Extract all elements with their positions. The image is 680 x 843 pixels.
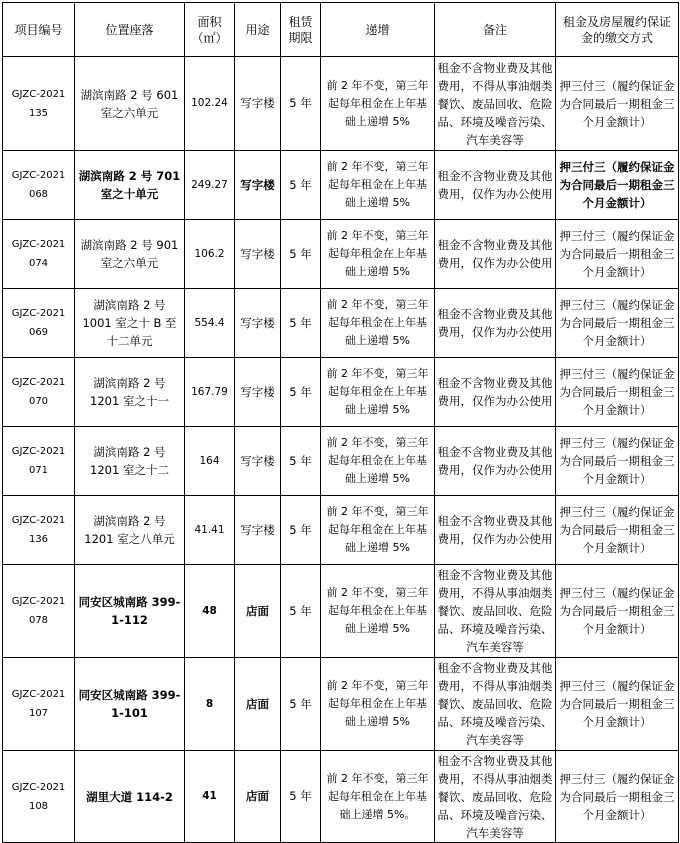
cell-area: 102.24	[185, 57, 235, 151]
cell-note: 租金不含物业费及其他费用，不得从事油烟类餐饮、废品回收、危险品、环境及噪音污染、汽车美容等	[435, 57, 556, 151]
cell-note: 租金不含物业费及其他费用，不得从事油烟类餐饮、废品回收、危险品、环境及噪音污染、汽车美容等	[435, 565, 556, 658]
cell-location: 湖滨南路 2 号 701 室之十单元	[75, 151, 185, 220]
cell-area: 41.41	[185, 496, 235, 565]
cell-term: 5 年	[281, 151, 321, 220]
cell-code: GJZC-2021 068	[3, 151, 75, 220]
cell-area: 554.4	[185, 289, 235, 358]
cell-increase: 前 2 年不变，第三年起每年租金在上年基础上递增 5%	[321, 57, 435, 151]
cell-payment: 押三付三（履约保证金为合同最后一期租金三个月金额计）	[556, 565, 679, 658]
cell-payment: 押三付三（履约保证金为合同最后一期租金三个月金额计）	[556, 658, 679, 751]
cell-code: GJZC-2021 135	[3, 57, 75, 151]
cell-payment: 押三付三（履约保证金为合同最后一期租金三个月金额计）	[556, 151, 679, 220]
cell-usage: 写字楼	[235, 151, 281, 220]
cell-increase: 前 2 年不变，第三年起每年租金在上年基础上递增 5%	[321, 151, 435, 220]
cell-term: 5 年	[281, 658, 321, 751]
table-row	[3, 658, 679, 751]
cell-term: 5 年	[281, 565, 321, 658]
lease-table	[2, 2, 679, 843]
cell-term: 5 年	[281, 496, 321, 565]
cell-increase: 前 2 年不变，第三年起每年租金在上年基础上递增 5%	[321, 658, 435, 751]
cell-location: 同安区城南路 399-1-101	[75, 658, 185, 751]
cell-note: 租金不含物业费及其他费用，仅作为办公使用	[435, 358, 556, 427]
cell-area: 167.79	[185, 358, 235, 427]
cell-code: GJZC-2021 107	[3, 658, 75, 751]
cell-note: 租金不含物业费及其他费用，不得从事油烟类餐饮、废品回收、危险品、环境及噪音污染、汽车美容等	[435, 658, 556, 751]
cell-area: 106.2	[185, 220, 235, 289]
cell-usage: 写字楼	[235, 496, 281, 565]
cell-note: 租金不含物业费及其他费用，仅作为办公使用	[435, 220, 556, 289]
header-increase: 递增	[321, 3, 435, 57]
cell-payment: 押三付三（履约保证金为合同最后一期租金三个月金额计）	[556, 751, 679, 843]
cell-increase: 前 2 年不变，第三年起每年租金在上年基础上递增 5%。	[321, 751, 435, 843]
cell-usage: 店面	[235, 751, 281, 843]
cell-increase: 前 2 年不变，第三年起每年租金在上年基础上递增 5%	[321, 220, 435, 289]
cell-term: 5 年	[281, 358, 321, 427]
cell-increase: 前 2 年不变，第三年起每年租金在上年基础上递增 5%	[321, 496, 435, 565]
cell-location: 湖滨南路 2 号 1201 室之十一	[75, 358, 185, 427]
table-row	[3, 358, 679, 427]
header-location: 位置座落	[75, 3, 185, 57]
cell-code: GJZC-2021 071	[3, 427, 75, 496]
cell-note: 租金不含物业费及其他费用，仅作为办公使用	[435, 427, 556, 496]
cell-payment: 押三付三（履约保证金为合同最后一期租金三个月金额计）	[556, 57, 679, 151]
cell-note: 租金不含物业费及其他费用，仅作为办公使用	[435, 289, 556, 358]
cell-usage: 写字楼	[235, 427, 281, 496]
cell-code: GJZC-2021 136	[3, 496, 75, 565]
cell-note: 租金不含物业费及其他费用，不得从事油烟类餐饮、废品回收、危险品、环境及噪音污染、汽车美容等	[435, 751, 556, 843]
cell-area: 164	[185, 427, 235, 496]
table-row	[3, 57, 679, 151]
cell-usage: 写字楼	[235, 220, 281, 289]
header-note: 备注	[435, 3, 556, 57]
header-area: 面积（㎡）	[185, 3, 235, 57]
table-row	[3, 151, 679, 220]
cell-increase: 前 2 年不变，第三年起每年租金在上年基础上递增 5%	[321, 358, 435, 427]
cell-location: 湖滨南路 2 号 901 室之六单元	[75, 220, 185, 289]
table-row	[3, 565, 679, 658]
header-payment: 租金及房屋履约保证金的缴交方式	[556, 3, 679, 57]
cell-increase: 前 2 年不变，第三年起每年租金在上年基础上递增 5%	[321, 289, 435, 358]
cell-location: 湖滨南路 2 号 601 室之六单元	[75, 57, 185, 151]
cell-note: 租金不含物业费及其他费用，仅作为办公使用	[435, 151, 556, 220]
table-row	[3, 289, 679, 358]
cell-location: 湖滨南路 2 号 1201 室之十二	[75, 427, 185, 496]
cell-code: GJZC-2021 070	[3, 358, 75, 427]
table-row	[3, 751, 679, 843]
cell-term: 5 年	[281, 220, 321, 289]
cell-payment: 押三付三（履约保证金为合同最后一期租金三个月金额计）	[556, 358, 679, 427]
cell-location: 同安区城南路 399-1-112	[75, 565, 185, 658]
cell-area: 41	[185, 751, 235, 843]
cell-usage: 店面	[235, 658, 281, 751]
cell-usage: 写字楼	[235, 57, 281, 151]
cell-payment: 押三付三（履约保证金为合同最后一期租金三个月金额计）	[556, 289, 679, 358]
table-row	[3, 496, 679, 565]
header-code: 项目编号	[3, 3, 75, 57]
cell-increase: 前 2 年不变，第三年起每年租金在上年基础上递增 5%	[321, 565, 435, 658]
cell-location: 湖滨南路 2 号 1001 室之十 B 至十二单元	[75, 289, 185, 358]
cell-area: 48	[185, 565, 235, 658]
cell-code: GJZC-2021 074	[3, 220, 75, 289]
cell-code: GJZC-2021 069	[3, 289, 75, 358]
cell-location: 湖滨南路 2 号 1201 室之八单元	[75, 496, 185, 565]
cell-payment: 押三付三（履约保证金为合同最后一期租金三个月金额计）	[556, 427, 679, 496]
table-row	[3, 220, 679, 289]
table-row	[3, 427, 679, 496]
header-usage: 用途	[235, 3, 281, 57]
cell-area: 8	[185, 658, 235, 751]
cell-location: 湖里大道 114-2	[75, 751, 185, 843]
cell-payment: 押三付三（履约保证金为合同最后一期租金三个月金额计）	[556, 496, 679, 565]
cell-code: GJZC-2021 108	[3, 751, 75, 843]
cell-usage: 写字楼	[235, 289, 281, 358]
header-row	[3, 3, 679, 57]
cell-note: 租金不含物业费及其他费用，仅作为办公使用	[435, 496, 556, 565]
cell-payment: 押三付三（履约保证金为合同最后一期租金三个月金额计）	[556, 220, 679, 289]
cell-term: 5 年	[281, 57, 321, 151]
cell-term: 5 年	[281, 427, 321, 496]
cell-usage: 店面	[235, 565, 281, 658]
cell-area: 249.27	[185, 151, 235, 220]
cell-term: 5 年	[281, 289, 321, 358]
cell-term: 5 年	[281, 751, 321, 843]
cell-code: GJZC-2021 078	[3, 565, 75, 658]
cell-usage: 写字楼	[235, 358, 281, 427]
header-term: 租赁期限	[281, 3, 321, 57]
cell-increase: 前 2 年不变，第三年起每年租金在上年基础上递增 5%	[321, 427, 435, 496]
